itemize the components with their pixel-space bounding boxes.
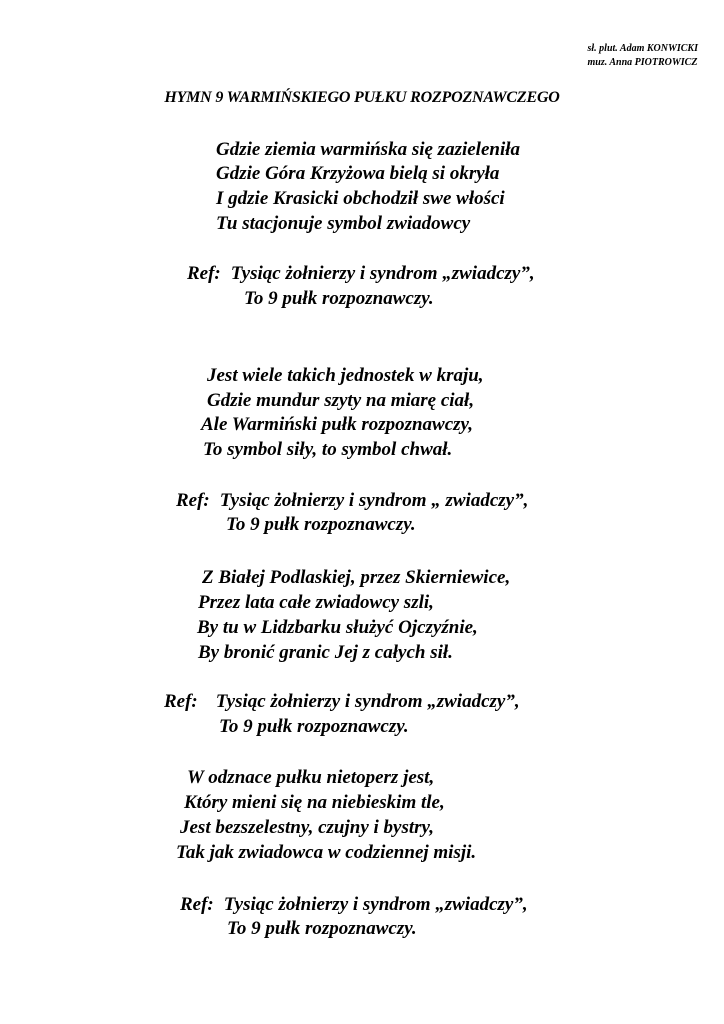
verse-line: Gdzie Góra Krzyżowa bielą si okryła [216,163,500,184]
refrain-label: Ref: [176,490,210,511]
refrain-line [180,893,528,917]
credits [588,42,699,70]
refrain-text: Tysiąc żołnierzy i syndrom „zwiadczy”, [223,894,528,915]
refrain-label: Ref: [180,894,214,915]
refrain-line: To 9 pułk rozpoznawczy. [219,716,409,737]
verse-line: W odznace pułku nietoperz jest, [187,767,435,788]
verse-line: Przez lata całe zwiadowcy szli, [198,592,434,613]
verse-line: Tu stacjonuje symbol zwiadowcy [216,213,471,234]
lyrics-credit: sł. plut. Adam KONWICKI [587,43,698,54]
refrain-line: To 9 pułk rozpoznawczy. [227,918,417,939]
verse-line: To symbol siły, to symbol chwał. [203,439,453,460]
refrain-line [164,690,520,714]
refrain-line [176,489,528,513]
verse-line: Jest wiele takich jednostek w kraju, [207,365,484,386]
verse-line: By tu w Lidzbarku służyć Ojczyźnie, [197,617,478,638]
verse-line: Który mieni się na niebieskim tle, [184,792,445,813]
verse-line: By bronić granic Jej z całych sił. [198,642,453,663]
refrain-text: Tysiąc żołnierzy i syndrom „zwiadczy”, [215,691,520,712]
refrain-line: To 9 pułk rozpoznawczy. [226,514,416,535]
refrain-label: Ref: [164,691,198,712]
refrain-text: Tysiąc żołnierzy i syndrom „zwiadczy”, [230,263,535,284]
refrain-text: Tysiąc żołnierzy i syndrom „ zwiadczy”, [219,490,529,511]
verse-line: Tak jak zwiadowca w codziennej misji. [176,842,477,863]
music-credit: muz. Anna PIOTROWICZ [587,57,698,68]
refrain-label: Ref: [187,263,221,284]
verse-line: I gdzie Krasicki obchodził swe włości [216,188,505,209]
verse-line: Gdzie ziemia warmińska się zazieleniła [216,139,521,160]
page-title: HYMN 9 WARMIŃSKIEGO PUŁKU ROZPOZNAWCZEGO [164,89,560,106]
verse-line: Z Białej Podlaskiej, przez Skierniewice, [202,567,511,588]
verse-line: Jest bezszelestny, czujny i bystry, [180,817,435,838]
refrain-line: To 9 pułk rozpoznawczy. [244,288,434,309]
refrain-line [187,262,535,286]
verse-line: Ale Warmiński pułk rozpoznawczy, [201,414,474,435]
verse-line: Gdzie mundur szyty na miarę ciał, [207,390,475,411]
